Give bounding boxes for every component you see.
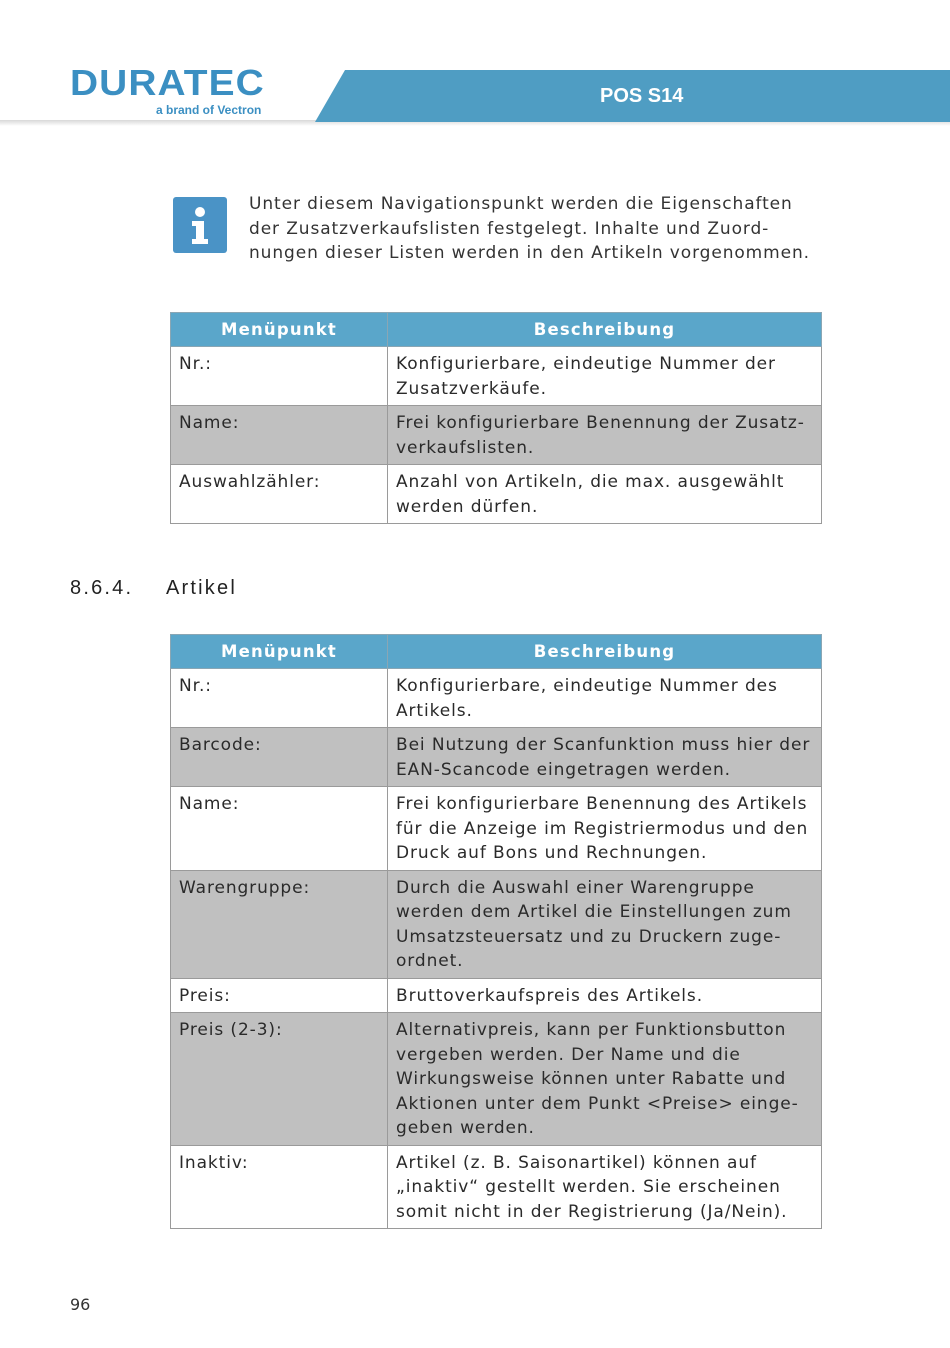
info-line: der Zusatzverkaufslisten festgelegt. Inhalte und Zuord- (249, 218, 770, 239)
description-line: werden dürfen. (396, 496, 539, 517)
table-row (171, 787, 822, 871)
description-line: Konfigurierbare, eindeutige Nummer der (396, 354, 776, 374)
table-row (171, 978, 822, 1013)
column-header-beschreibung: Beschreibung (388, 313, 822, 347)
table-header-row (171, 635, 822, 669)
page-number: 96 (70, 1295, 91, 1314)
description-cell (388, 465, 822, 524)
description-line: Umsatzsteuersatz und zu Druckern zuge- (396, 926, 782, 947)
description-line: werden dem Artikel die Einstellungen zum (396, 902, 792, 922)
table-row (171, 1013, 822, 1146)
description-line: geben werden. (396, 1118, 535, 1138)
description-line: für die Anzeige im Registriermodus und den (396, 818, 809, 839)
menu-item-cell: Warengruppe: (171, 870, 388, 978)
column-header-menuepunkt: Menüpunkt (171, 635, 388, 669)
info-note (249, 192, 829, 266)
description-line: Artikel (z. B. Saisonartikel) können auf (396, 1152, 757, 1173)
description-line: Frei konfigurierbare Benennung des Artikels (396, 794, 808, 814)
description-line: Bei Nutzung der Scanfunktion muss hier der (396, 735, 811, 755)
description-line: ordnet. (396, 951, 464, 971)
table-row (171, 728, 822, 787)
description-line: Durch die Auswahl einer Warengruppe (396, 877, 755, 898)
description-line: Artikels. (396, 700, 473, 721)
table-header-row (171, 313, 822, 347)
section-number: 8.6.4. (70, 577, 134, 599)
description-line: „inaktiv“ gestellt werden. Sie erscheinen (396, 1177, 781, 1197)
column-header-menuepunkt: Menüpunkt (171, 313, 388, 347)
description-cell (388, 1145, 822, 1229)
artikel-table (170, 634, 822, 1229)
description-line: Alternativpreis, kann per Funktionsbutton (396, 1020, 787, 1040)
menu-item-cell: Nr.: (171, 347, 388, 406)
description-cell (388, 1013, 822, 1146)
description-line: Druck auf Bons und Rechnungen. (396, 843, 708, 863)
description-cell (388, 728, 822, 787)
info-line: nungen dieser Listen werden in den Artikeln vorgenommen. (249, 243, 810, 263)
info-line: Unter diesem Navigationspunkt werden die Eigenschaften (249, 194, 793, 214)
description-line: Anzahl von Artikeln, die max. ausgewählt (396, 472, 785, 492)
description-line: Wirkungsweise können unter Rabatte und (396, 1069, 787, 1089)
description-line: Aktionen unter dem Punkt <Preise> einge- (396, 1093, 799, 1114)
table-row (171, 406, 822, 465)
description-line: Bruttoverkaufspreis des Artikels. (396, 985, 703, 1006)
section-title: Artikel (166, 577, 237, 599)
description-cell (388, 406, 822, 465)
table-row (171, 1145, 822, 1229)
menu-item-cell: Preis: (171, 978, 388, 1013)
table-row (171, 870, 822, 978)
table-row (171, 347, 822, 406)
description-line: Frei konfigurierbare Benennung der Zusatz- (396, 413, 805, 433)
description-line: Zusatzverkäufe. (396, 378, 547, 399)
zusatzverkauf-table (170, 312, 822, 524)
logo-wordmark: DURATEC (70, 62, 265, 103)
description-line: somit nicht in der Registrierung (Ja/Nein). (396, 1201, 788, 1222)
menu-item-cell: Preis (2-3): (171, 1013, 388, 1146)
menu-item-cell: Nr.: (171, 669, 388, 728)
description-cell (388, 978, 822, 1013)
menu-item-cell: Name: (171, 787, 388, 871)
menu-item-cell: Inaktiv: (171, 1145, 388, 1229)
description-cell (388, 787, 822, 871)
description-line: EAN-Scancode eingetragen werden. (396, 759, 731, 780)
table-row (171, 465, 822, 524)
table-row (171, 669, 822, 728)
description-cell (388, 669, 822, 728)
menu-item-cell: Name: (171, 406, 388, 465)
description-cell (388, 347, 822, 406)
menu-item-cell: Barcode: (171, 728, 388, 787)
duratec-logo (70, 62, 300, 118)
column-header-beschreibung: Beschreibung (388, 635, 822, 669)
section-heading (70, 574, 470, 602)
info-icon (173, 197, 227, 253)
logo-tagline: a brand of Vectron (156, 103, 262, 117)
description-line: Konfigurierbare, eindeutige Nummer des (396, 676, 778, 696)
description-line: verkaufslisten. (396, 437, 535, 458)
description-line: vergeben werden. Der Name und die (396, 1044, 741, 1065)
description-cell (388, 870, 822, 978)
product-title: POS S14 (600, 85, 684, 107)
menu-item-cell: Auswahlzähler: (171, 465, 388, 524)
